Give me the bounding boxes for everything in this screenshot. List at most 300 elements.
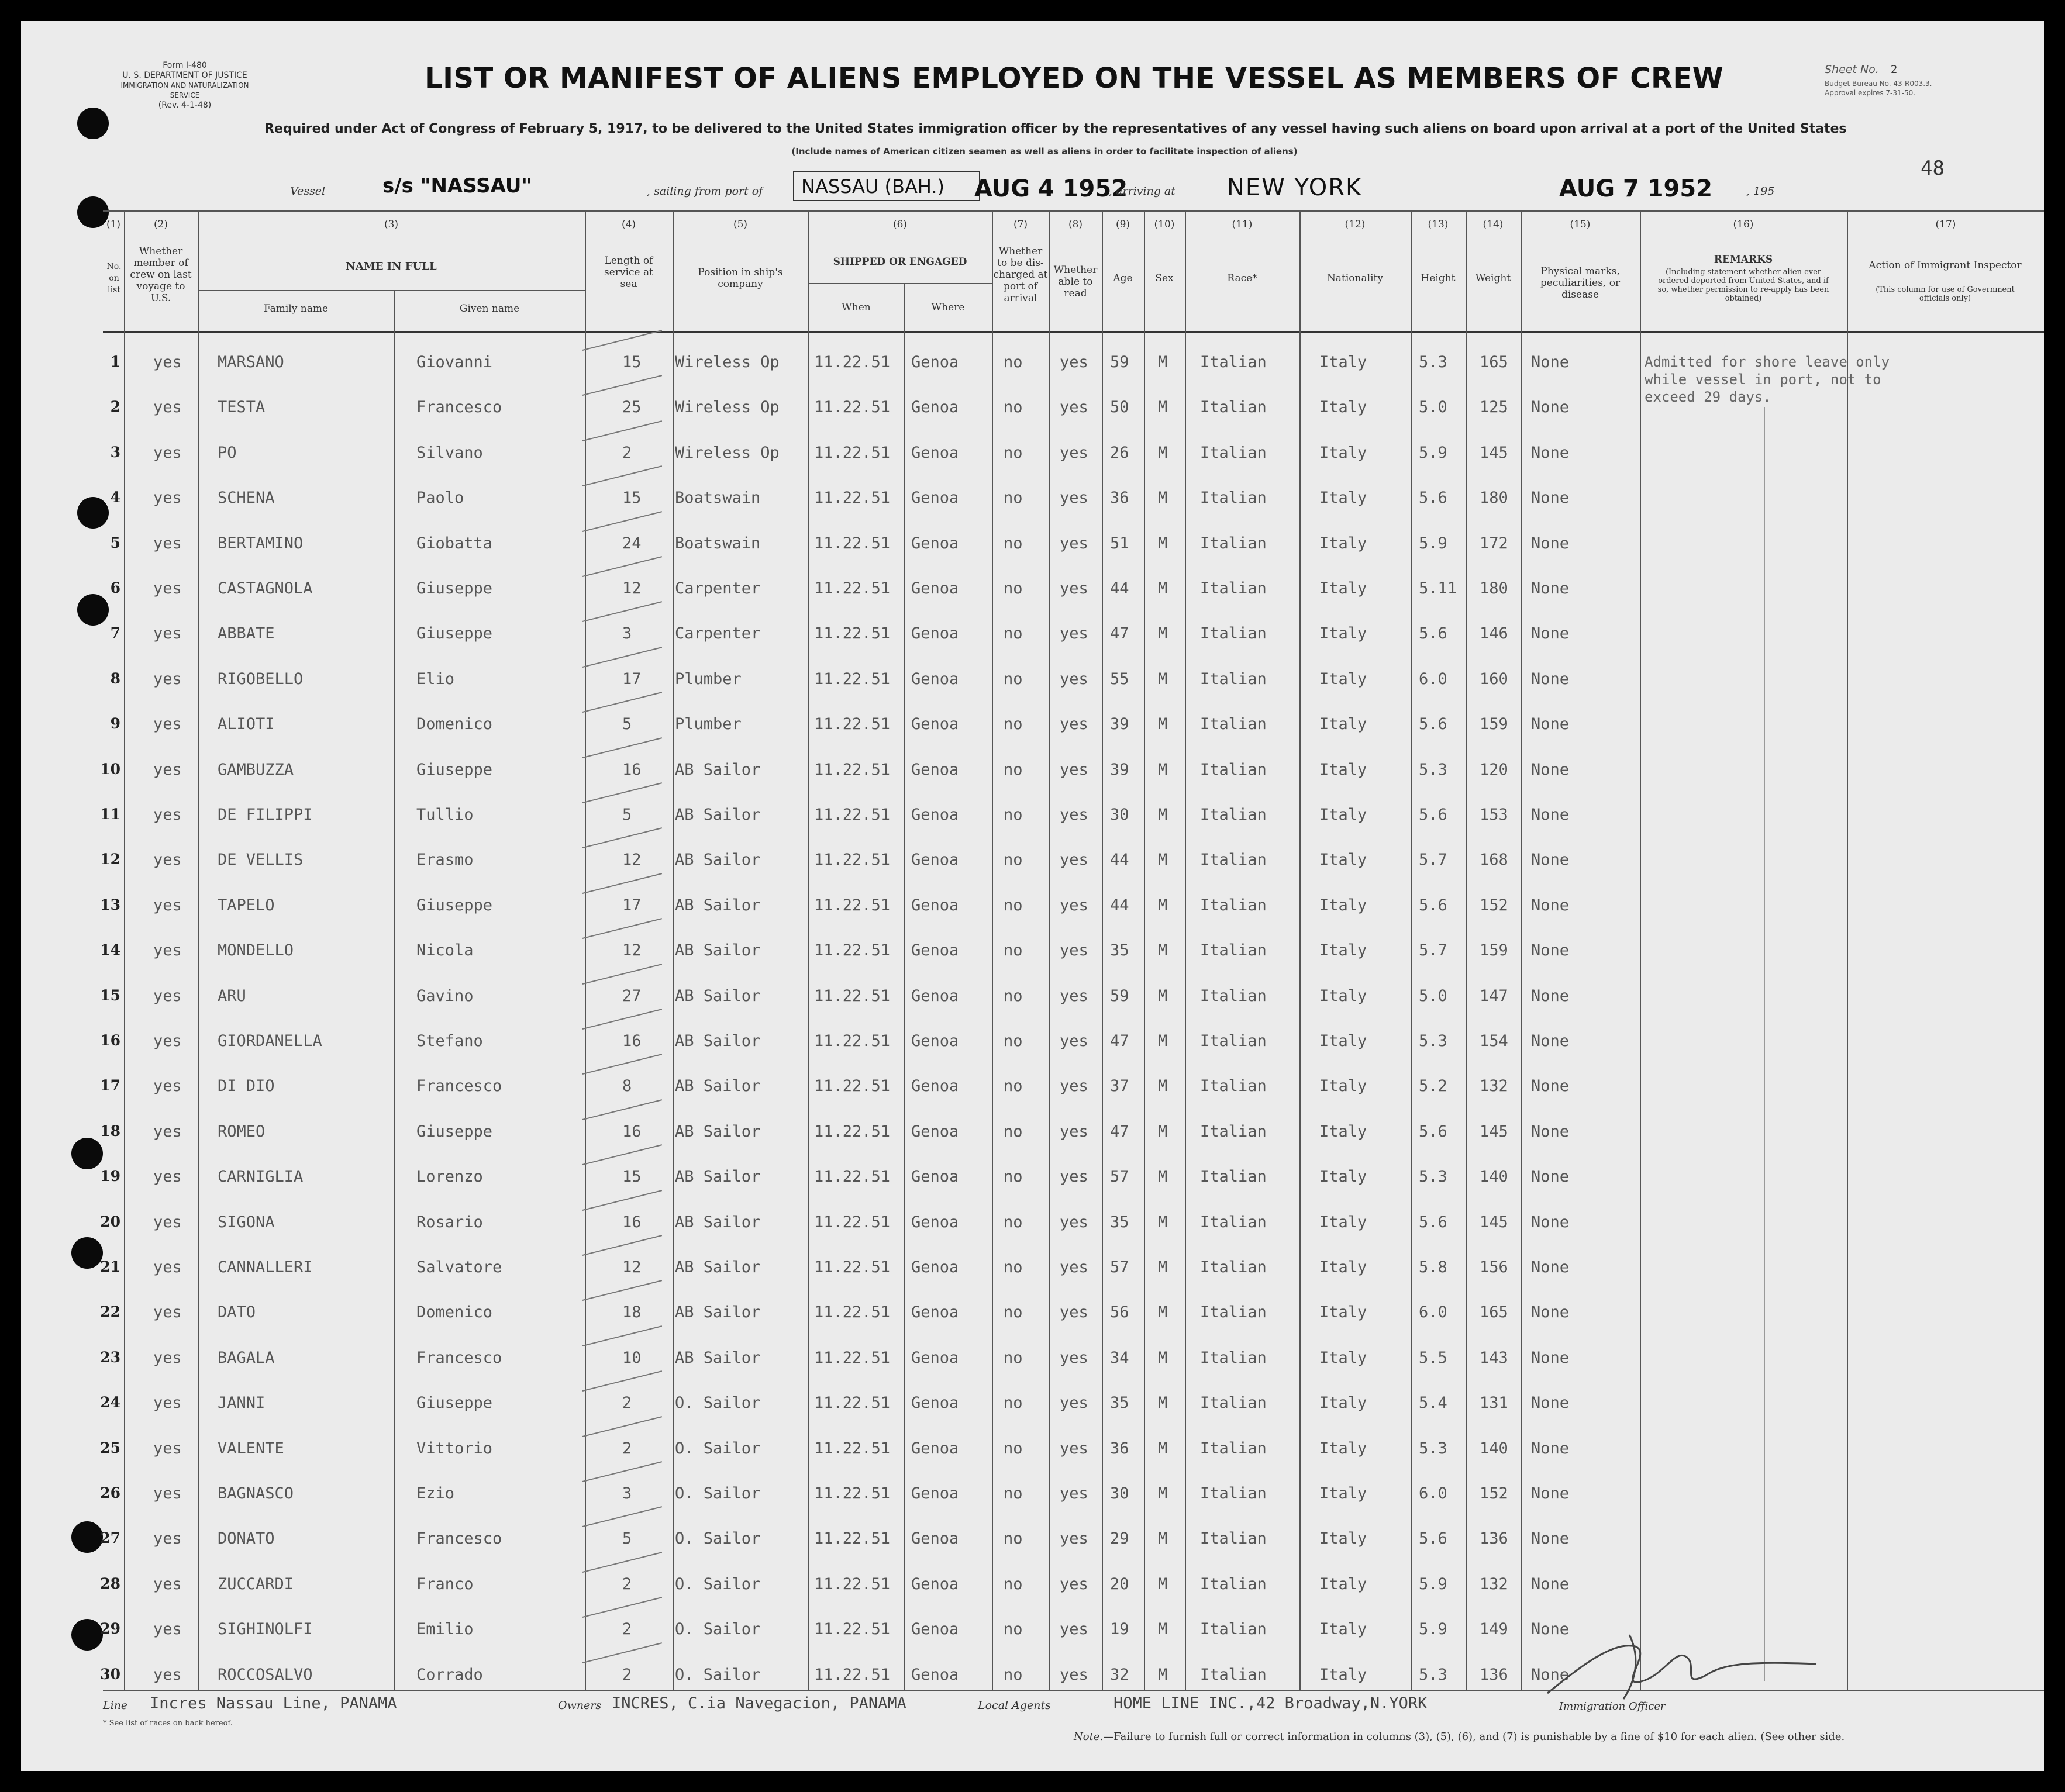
crew-sex: M bbox=[1158, 1168, 1168, 1186]
crew-number: 3 bbox=[110, 444, 120, 461]
crew-nationality: Italy bbox=[1319, 806, 1367, 824]
crew-race: Italian bbox=[1200, 806, 1267, 824]
crew-position: O. Sailor bbox=[675, 1529, 761, 1548]
crew-can-read: yes bbox=[1060, 1123, 1088, 1141]
crew-position: Boatswain bbox=[675, 489, 761, 507]
col-num: (14) bbox=[1483, 219, 1504, 230]
crew-discharged: no bbox=[1004, 1394, 1023, 1412]
crew-member-flag: yes bbox=[153, 715, 182, 733]
crew-member-flag: yes bbox=[153, 444, 182, 462]
crew-given-name: Giuseppe bbox=[416, 761, 493, 779]
crew-nationality: Italy bbox=[1319, 1620, 1367, 1638]
crew-given-name: Emilio bbox=[416, 1620, 474, 1638]
crew-number: 22 bbox=[100, 1303, 120, 1320]
remarks-ditto-line bbox=[1764, 407, 1765, 1681]
header-name-in-full: NAME IN FULL bbox=[346, 260, 437, 272]
crew-number: 6 bbox=[110, 579, 120, 596]
crew-number: 20 bbox=[100, 1213, 120, 1230]
header-when: When bbox=[842, 302, 871, 313]
crew-where: Genoa bbox=[911, 1666, 959, 1684]
year-suffix: , 195 bbox=[1746, 185, 1775, 198]
crew-age: 34 bbox=[1110, 1349, 1129, 1367]
crew-given-name: Francesco bbox=[416, 1349, 502, 1367]
crew-where: Genoa bbox=[911, 1575, 959, 1593]
crew-given-name: Elio bbox=[416, 670, 455, 688]
crew-can-read: yes bbox=[1060, 1666, 1088, 1684]
crew-family-name: ROCCOSALVO bbox=[218, 1666, 313, 1684]
crew-weight: 160 bbox=[1480, 670, 1508, 688]
crew-service-length: 27 bbox=[622, 987, 642, 1005]
table-row bbox=[21, 657, 2044, 702]
header-remarks-note: (Including statement whether alien ever ordered deported from United States, and if so, whether permission to re-apply has been obtained) bbox=[1657, 268, 1829, 303]
crew-weight: 147 bbox=[1480, 987, 1508, 1005]
crew-family-name: ALIOTI bbox=[218, 715, 275, 733]
crew-race: Italian bbox=[1200, 1620, 1267, 1638]
crew-nationality: Italy bbox=[1319, 896, 1367, 914]
crew-age: 57 bbox=[1110, 1168, 1129, 1186]
crew-nationality: Italy bbox=[1319, 353, 1367, 371]
crew-where: Genoa bbox=[911, 987, 959, 1005]
footer-agents-value: HOME LINE INC.,42 Broadway,N.YORK bbox=[1113, 1694, 1428, 1712]
crew-discharged: no bbox=[1004, 1575, 1023, 1593]
crew-position: Wireless Op bbox=[675, 398, 780, 416]
crew-can-read: yes bbox=[1060, 896, 1088, 914]
crew-sex: M bbox=[1158, 1077, 1168, 1095]
crew-weight: 132 bbox=[1480, 1575, 1508, 1593]
crew-height: 5.2 bbox=[1419, 1077, 1447, 1095]
crew-sex: M bbox=[1158, 1258, 1168, 1276]
crew-service-length: 2 bbox=[622, 444, 632, 462]
crew-discharged: no bbox=[1004, 851, 1023, 869]
crew-race: Italian bbox=[1200, 1666, 1267, 1684]
crew-height: 5.3 bbox=[1419, 1032, 1447, 1050]
footer-note-label: Note. bbox=[1074, 1731, 1104, 1743]
crew-nationality: Italy bbox=[1319, 1529, 1367, 1548]
crew-position: Carpenter bbox=[675, 579, 761, 598]
crew-member-flag: yes bbox=[153, 1349, 182, 1367]
crew-can-read: yes bbox=[1060, 1575, 1088, 1593]
crew-race: Italian bbox=[1200, 761, 1267, 779]
crew-weight: 140 bbox=[1480, 1439, 1508, 1458]
crew-can-read: yes bbox=[1060, 1303, 1088, 1321]
table-top-border bbox=[103, 210, 2044, 212]
crew-race: Italian bbox=[1200, 987, 1267, 1005]
crew-can-read: yes bbox=[1060, 1032, 1088, 1050]
crew-member-flag: yes bbox=[153, 489, 182, 507]
crew-family-name: BAGALA bbox=[218, 1349, 275, 1367]
crew-number: 27 bbox=[100, 1529, 120, 1546]
crew-when: 11.22.51 bbox=[814, 398, 891, 416]
crew-discharged: no bbox=[1004, 1484, 1023, 1503]
crew-race: Italian bbox=[1200, 1349, 1267, 1367]
crew-height: 5.9 bbox=[1419, 444, 1447, 462]
crew-physical: None bbox=[1531, 1032, 1570, 1050]
crew-nationality: Italy bbox=[1319, 1349, 1367, 1367]
crew-family-name: DONATO bbox=[218, 1529, 275, 1548]
table-row bbox=[21, 1472, 2044, 1516]
crew-weight: 132 bbox=[1480, 1077, 1508, 1095]
crew-sex: M bbox=[1158, 806, 1168, 824]
crew-position: AB Sailor bbox=[675, 1258, 761, 1276]
crew-discharged: no bbox=[1004, 1620, 1023, 1638]
crew-where: Genoa bbox=[911, 1529, 959, 1548]
crew-where: Genoa bbox=[911, 1484, 959, 1503]
crew-discharged: no bbox=[1004, 1123, 1023, 1141]
crew-sex: M bbox=[1158, 1575, 1168, 1593]
crew-service-length: 3 bbox=[622, 624, 632, 643]
crew-where: Genoa bbox=[911, 1394, 959, 1412]
crew-height: 5.0 bbox=[1419, 987, 1447, 1005]
crew-when: 11.22.51 bbox=[814, 1349, 891, 1367]
col-num: (3) bbox=[384, 219, 399, 230]
crew-number: 29 bbox=[100, 1620, 120, 1637]
crew-when: 11.22.51 bbox=[814, 1620, 891, 1638]
crew-member-flag: yes bbox=[153, 761, 182, 779]
crew-number: 2 bbox=[110, 398, 120, 415]
crew-family-name: CANNALLERI bbox=[218, 1258, 313, 1276]
crew-when: 11.22.51 bbox=[814, 1484, 891, 1503]
col-num: (17) bbox=[1935, 219, 1956, 230]
crew-sex: M bbox=[1158, 1032, 1168, 1050]
crew-where: Genoa bbox=[911, 1303, 959, 1321]
form-header bbox=[109, 61, 261, 111]
crew-service-length: 2 bbox=[622, 1394, 632, 1412]
crew-age: 47 bbox=[1110, 624, 1129, 643]
crew-when: 11.22.51 bbox=[814, 851, 891, 869]
crew-service-length: 2 bbox=[622, 1439, 632, 1458]
crew-nationality: Italy bbox=[1319, 444, 1367, 462]
footer-agents-label: Local Agents bbox=[978, 1699, 1051, 1712]
crew-given-name: Domenico bbox=[416, 1303, 493, 1321]
crew-family-name: BAGNASCO bbox=[218, 1484, 294, 1503]
crew-where: Genoa bbox=[911, 398, 959, 416]
footer-owners-label: Owners bbox=[558, 1699, 602, 1712]
crew-when: 11.22.51 bbox=[814, 715, 891, 733]
crew-sex: M bbox=[1158, 1349, 1168, 1367]
crew-given-name: Giobatta bbox=[416, 534, 493, 553]
budget-bureau: Budget Bureau No. 43-R003.3. bbox=[1825, 80, 1932, 88]
crew-service-length: 8 bbox=[622, 1077, 632, 1095]
crew-member-flag: yes bbox=[153, 624, 182, 643]
crew-family-name: ROMEO bbox=[218, 1123, 266, 1141]
crew-given-name: Giuseppe bbox=[416, 896, 493, 914]
crew-age: 20 bbox=[1110, 1575, 1129, 1593]
crew-height: 5.6 bbox=[1419, 489, 1447, 507]
crew-weight: 159 bbox=[1480, 941, 1508, 959]
col-num: (7) bbox=[1013, 219, 1028, 230]
crew-family-name: ARU bbox=[218, 987, 246, 1005]
crew-can-read: yes bbox=[1060, 1484, 1088, 1503]
crew-height: 5.6 bbox=[1419, 806, 1447, 824]
crew-where: Genoa bbox=[911, 444, 959, 462]
crew-physical: None bbox=[1531, 1529, 1570, 1548]
crew-nationality: Italy bbox=[1319, 1032, 1367, 1050]
crew-race: Italian bbox=[1200, 1439, 1267, 1458]
table-row bbox=[21, 748, 2044, 792]
crew-nationality: Italy bbox=[1319, 1575, 1367, 1593]
crew-physical: None bbox=[1531, 941, 1570, 959]
crew-family-name: RIGOBELLO bbox=[218, 670, 304, 688]
header-physical: Physical marks, peculiarities, or disease bbox=[1540, 265, 1621, 301]
crew-member-flag: yes bbox=[153, 534, 182, 553]
crew-family-name: BERTAMINO bbox=[218, 534, 304, 553]
crew-age: 36 bbox=[1110, 1439, 1129, 1458]
crew-discharged: no bbox=[1004, 489, 1023, 507]
header-given-name: Given name bbox=[459, 303, 520, 315]
crew-number: 12 bbox=[100, 851, 120, 868]
crew-family-name: PO bbox=[218, 444, 237, 462]
crew-race: Italian bbox=[1200, 534, 1267, 553]
crew-service-length: 2 bbox=[622, 1620, 632, 1638]
crew-discharged: no bbox=[1004, 1303, 1023, 1321]
header-remarks: REMARKS bbox=[1714, 254, 1773, 265]
crew-when: 11.22.51 bbox=[814, 1077, 891, 1095]
crew-member-flag: yes bbox=[153, 941, 182, 959]
crew-position: AB Sailor bbox=[675, 851, 761, 869]
crew-can-read: yes bbox=[1060, 398, 1088, 416]
crew-physical: None bbox=[1531, 353, 1570, 371]
crew-discharged: no bbox=[1004, 398, 1023, 416]
crew-position: AB Sailor bbox=[675, 1077, 761, 1095]
footer-races-note: * See list of races on back hereof. bbox=[103, 1719, 233, 1728]
crew-number: 17 bbox=[100, 1077, 120, 1094]
crew-race: Italian bbox=[1200, 1168, 1267, 1186]
crew-number: 23 bbox=[100, 1349, 120, 1366]
crew-weight: 152 bbox=[1480, 896, 1508, 914]
vessel-label: Vessel bbox=[290, 185, 326, 198]
table-row bbox=[21, 928, 2044, 973]
header-length-service: Length of service at sea bbox=[604, 255, 653, 290]
header-no-on-list: No. on list bbox=[106, 262, 122, 295]
crew-race: Italian bbox=[1200, 1258, 1267, 1276]
crew-sex: M bbox=[1158, 398, 1168, 416]
footer-owners-value: INCRES, C.ia Navegacion, PANAMA bbox=[612, 1694, 906, 1712]
crew-where: Genoa bbox=[911, 896, 959, 914]
crew-height: 5.3 bbox=[1419, 761, 1447, 779]
page-subtitle: Required under Act of Congress of February 5, 1917, to be delivered to the United States immigration officer by the representatives of any vessel having such aliens on board upon arrival at a port of the United States bbox=[264, 122, 1847, 136]
crew-number: 18 bbox=[100, 1123, 120, 1140]
crew-race: Italian bbox=[1200, 1032, 1267, 1050]
crew-member-flag: yes bbox=[153, 1213, 182, 1231]
crew-when: 11.22.51 bbox=[814, 534, 891, 553]
crew-age: 56 bbox=[1110, 1303, 1129, 1321]
crew-discharged: no bbox=[1004, 1077, 1023, 1095]
crew-when: 11.22.51 bbox=[814, 1666, 891, 1684]
crew-position: AB Sailor bbox=[675, 1032, 761, 1050]
crew-height: 5.8 bbox=[1419, 1258, 1447, 1276]
crew-nationality: Italy bbox=[1319, 1258, 1367, 1276]
port-to: NEW YORK bbox=[1227, 174, 1363, 201]
crew-discharged: no bbox=[1004, 1349, 1023, 1367]
crew-given-name: Lorenzo bbox=[416, 1168, 483, 1186]
crew-when: 11.22.51 bbox=[814, 941, 891, 959]
crew-physical: None bbox=[1531, 444, 1570, 462]
crew-when: 11.22.51 bbox=[814, 896, 891, 914]
crew-number: 8 bbox=[110, 670, 120, 687]
crew-position: O. Sailor bbox=[675, 1394, 761, 1412]
header-height: Height bbox=[1421, 272, 1456, 284]
crew-family-name: TAPELO bbox=[218, 896, 275, 914]
crew-given-name: Gavino bbox=[416, 987, 474, 1005]
crew-height: 5.6 bbox=[1419, 715, 1447, 733]
crew-age: 39 bbox=[1110, 715, 1129, 733]
crew-discharged: no bbox=[1004, 579, 1023, 598]
crew-physical: None bbox=[1531, 624, 1570, 643]
crew-age: 32 bbox=[1110, 1666, 1129, 1684]
crew-height: 5.6 bbox=[1419, 1213, 1447, 1231]
crew-height: 6.0 bbox=[1419, 1484, 1447, 1503]
crew-when: 11.22.51 bbox=[814, 761, 891, 779]
header-nationality: Nationality bbox=[1327, 272, 1383, 284]
crew-nationality: Italy bbox=[1319, 987, 1367, 1005]
crew-member-flag: yes bbox=[153, 579, 182, 598]
crew-given-name: Nicola bbox=[416, 941, 474, 959]
crew-number: 21 bbox=[100, 1258, 120, 1275]
header-able-to-read: Whether able to read bbox=[1053, 264, 1098, 299]
header-weight: Weight bbox=[1475, 272, 1511, 284]
crew-number: 30 bbox=[100, 1666, 120, 1683]
punch-hole bbox=[77, 108, 109, 139]
sheet-label: Sheet No. bbox=[1825, 63, 1879, 76]
crew-discharged: no bbox=[1004, 1439, 1023, 1458]
crew-weight: 168 bbox=[1480, 851, 1508, 869]
crew-age: 35 bbox=[1110, 941, 1129, 959]
crew-member-flag: yes bbox=[153, 851, 182, 869]
crew-physical: None bbox=[1531, 1168, 1570, 1186]
crew-nationality: Italy bbox=[1319, 1168, 1367, 1186]
crew-race: Italian bbox=[1200, 1303, 1267, 1321]
crew-service-length: 3 bbox=[622, 1484, 632, 1503]
crew-height: 5.7 bbox=[1419, 851, 1447, 869]
crew-age: 44 bbox=[1110, 579, 1129, 598]
crew-family-name: DE VELLIS bbox=[218, 851, 304, 869]
crew-member-flag: yes bbox=[153, 1484, 182, 1503]
crew-discharged: no bbox=[1004, 1666, 1023, 1684]
crew-race: Italian bbox=[1200, 1575, 1267, 1593]
crew-where: Genoa bbox=[911, 1077, 959, 1095]
crew-position: O. Sailor bbox=[675, 1484, 761, 1503]
crew-family-name: GAMBUZZA bbox=[218, 761, 294, 779]
crew-physical: None bbox=[1531, 1439, 1570, 1458]
crew-weight: 145 bbox=[1480, 1213, 1508, 1231]
crew-physical: None bbox=[1531, 1666, 1570, 1684]
crew-family-name: SCHENA bbox=[218, 489, 275, 507]
form-number: Form I-480 bbox=[163, 61, 207, 70]
crew-nationality: Italy bbox=[1319, 1213, 1367, 1231]
crew-member-flag: yes bbox=[153, 987, 182, 1005]
crew-sex: M bbox=[1158, 1303, 1168, 1321]
header-shipped-engaged: SHIPPED OR ENGAGED bbox=[833, 256, 967, 268]
crew-family-name: DI DIO bbox=[218, 1077, 275, 1095]
crew-when: 11.22.51 bbox=[814, 1213, 891, 1231]
crew-given-name: Giuseppe bbox=[416, 1123, 493, 1141]
crew-position: AB Sailor bbox=[675, 1123, 761, 1141]
crew-member-flag: yes bbox=[153, 896, 182, 914]
crew-discharged: no bbox=[1004, 670, 1023, 688]
col-num: (6) bbox=[892, 219, 908, 230]
crew-when: 11.22.51 bbox=[814, 1168, 891, 1186]
page-title: LIST OR MANIFEST OF ALIENS EMPLOYED ON THE VESSEL AS MEMBERS OF CREW bbox=[425, 62, 1724, 95]
remarks-line: while vessel in port, not to bbox=[1645, 371, 1881, 388]
crew-member-flag: yes bbox=[153, 1168, 182, 1186]
crew-discharged: no bbox=[1004, 1258, 1023, 1276]
crew-service-length: 18 bbox=[622, 1303, 642, 1321]
col-num: (15) bbox=[1570, 219, 1591, 230]
crew-race: Italian bbox=[1200, 670, 1267, 688]
crew-service-length: 5 bbox=[622, 715, 632, 733]
crew-member-flag: yes bbox=[153, 1258, 182, 1276]
crew-family-name: CARNIGLIA bbox=[218, 1168, 304, 1186]
sheet-number bbox=[1825, 63, 1897, 76]
crew-given-name: Erasmo bbox=[416, 851, 474, 869]
table-row bbox=[21, 1290, 2044, 1335]
crew-discharged: no bbox=[1004, 896, 1023, 914]
crew-height: 6.0 bbox=[1419, 670, 1447, 688]
crew-when: 11.22.51 bbox=[814, 444, 891, 462]
crew-where: Genoa bbox=[911, 624, 959, 643]
crew-service-length: 17 bbox=[622, 670, 642, 688]
crew-physical: None bbox=[1531, 1123, 1570, 1141]
crew-service-length: 25 bbox=[622, 398, 642, 416]
shipped-subheader-divider bbox=[808, 283, 992, 284]
crew-nationality: Italy bbox=[1319, 624, 1367, 643]
crew-position: AB Sailor bbox=[675, 1168, 761, 1186]
col-num: (1) bbox=[106, 219, 121, 230]
crew-age: 26 bbox=[1110, 444, 1129, 462]
crew-member-flag: yes bbox=[153, 670, 182, 688]
crew-physical: None bbox=[1531, 1349, 1570, 1367]
crew-age: 30 bbox=[1110, 806, 1129, 824]
crew-can-read: yes bbox=[1060, 1439, 1088, 1458]
table-row bbox=[21, 1517, 2044, 1561]
crew-nationality: Italy bbox=[1319, 1394, 1367, 1412]
crew-age: 35 bbox=[1110, 1394, 1129, 1412]
crew-sex: M bbox=[1158, 851, 1168, 869]
crew-can-read: yes bbox=[1060, 941, 1088, 959]
col-num: (10) bbox=[1154, 219, 1175, 230]
crew-race: Italian bbox=[1200, 941, 1267, 959]
crew-height: 5.9 bbox=[1419, 1620, 1447, 1638]
crew-sex: M bbox=[1158, 896, 1168, 914]
crew-given-name: Giuseppe bbox=[416, 624, 493, 643]
crew-number: 11 bbox=[100, 806, 120, 823]
crew-family-name: SIGHINOLFI bbox=[218, 1620, 313, 1638]
crew-can-read: yes bbox=[1060, 1213, 1088, 1231]
table-row bbox=[21, 567, 2044, 611]
crew-physical: None bbox=[1531, 761, 1570, 779]
table-row bbox=[21, 1427, 2044, 1471]
crew-member-flag: yes bbox=[153, 398, 182, 416]
crew-number: 14 bbox=[100, 941, 120, 958]
crew-age: 57 bbox=[1110, 1258, 1129, 1276]
crew-race: Italian bbox=[1200, 624, 1267, 643]
crew-family-name: TESTA bbox=[218, 398, 266, 416]
crew-family-name: MARSANO bbox=[218, 353, 284, 371]
crew-service-length: 12 bbox=[622, 579, 642, 598]
port-from-stamp: NASSAU (BAH.) bbox=[793, 171, 980, 201]
crew-where: Genoa bbox=[911, 579, 959, 598]
crew-nationality: Italy bbox=[1319, 1077, 1367, 1095]
col-num: (13) bbox=[1428, 219, 1449, 230]
crew-weight: 180 bbox=[1480, 579, 1508, 598]
crew-where: Genoa bbox=[911, 1213, 959, 1231]
crew-service-length: 5 bbox=[622, 806, 632, 824]
crew-discharged: no bbox=[1004, 534, 1023, 553]
crew-position: O. Sailor bbox=[675, 1439, 761, 1458]
crew-can-read: yes bbox=[1060, 353, 1088, 371]
crew-when: 11.22.51 bbox=[814, 806, 891, 824]
crew-sex: M bbox=[1158, 1666, 1168, 1684]
